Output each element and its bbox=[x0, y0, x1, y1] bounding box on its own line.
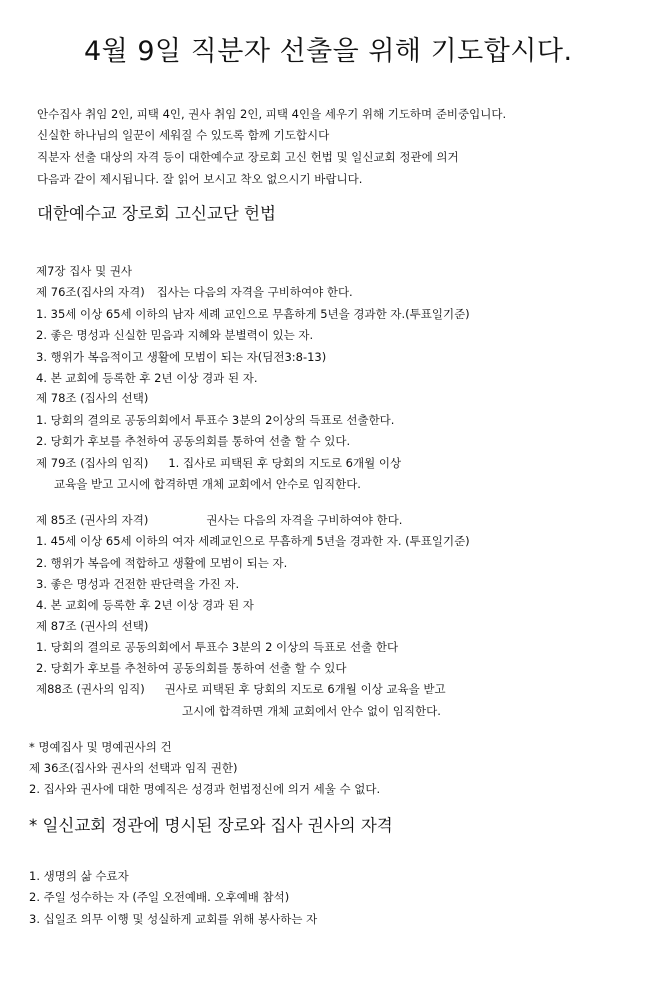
article-85-item-1: 1. 45세 이상 65세 이하의 여자 세례교인으로 무흠하게 5년을 경과한 자. (투표일기준) bbox=[36, 534, 470, 548]
intro-line-3: 직분자 선출 대상의 자격 등이 대한예수교 장로회 고신 헌법 및 일신교회 정관에 의거 bbox=[37, 150, 459, 164]
intro-line-2: 신실한 하나님의 일꾼이 세워질 수 있도록 함께 기도합시다 bbox=[37, 128, 330, 142]
intro-line-1: 안수집사 취임 2인, 피택 4인, 권사 취임 2인, 피택 4인을 세우기 위해 기도하며 준비중입니다. bbox=[37, 107, 507, 121]
page-title: 4월 9일 직분자 선출을 위해 기도합시다. bbox=[84, 36, 573, 67]
article-76-heading bbox=[36, 284, 353, 300]
church-item-2: 2. 주일 성수하는 자 (주일 오전예배. 오후예배 참석) bbox=[29, 890, 290, 904]
article-79-heading bbox=[36, 455, 401, 471]
article-76-item-3: 3. 행위가 복음적이고 생활에 모범이 되는 자(딤전3:8-13) bbox=[36, 350, 327, 364]
chapter-heading: 제7장 집사 및 권사 bbox=[36, 264, 133, 278]
section-heading-constitution: 대한예수교 장로회 고신교단 헌법 bbox=[37, 204, 276, 223]
article-87-item-2: 2. 당회가 후보를 추천하여 공동의회를 통하여 선출 할 수 있다 bbox=[36, 661, 347, 675]
article-76-item-1: 1. 35세 이상 65세 이하의 남자 세례 교인으로 무흠하게 5년을 경과한 자.(투표일기준) bbox=[36, 307, 470, 321]
honorary-item-2: 2. 집사와 권사에 대한 명예직은 성경과 헌법정신에 의거 세울 수 없다. bbox=[29, 782, 381, 796]
article-85-item-2: 2. 행위가 복음에 적합하고 생활에 모범이 되는 자. bbox=[36, 556, 288, 570]
church-item-1: 1. 생명의 삶 수료자 bbox=[29, 869, 129, 883]
article-88-title: 제88조 (권사의 임직) bbox=[36, 682, 145, 696]
honorary-article-36: 제 36조(집사와 권사의 선택과 임직 권한) bbox=[29, 761, 238, 775]
article-87-item-1: 1. 당회의 결의로 공동의회에서 투표수 3분의 2 이상의 득표로 선출 한다 bbox=[36, 640, 399, 654]
article-78-heading: 제 78조 (집사의 선택) bbox=[36, 391, 149, 405]
article-85-title: 제 85조 (권사의 자격) bbox=[36, 513, 149, 527]
article-88-text: 권사로 피택된 후 당회의 지도로 6개월 이상 교육을 받고 bbox=[164, 682, 446, 696]
article-78-item-1: 1. 당회의 결의로 공동의회에서 투표수 3분의 2이상의 득표로 선출한다. bbox=[36, 413, 395, 427]
article-76-item-4: 4. 본 교회에 등록한 후 2년 이상 경과 된 자. bbox=[36, 371, 258, 385]
church-item-3: 3. 십일조 의무 이행 및 성실하게 교회를 위해 봉사하는 자 bbox=[29, 912, 318, 926]
article-85-text: 권사는 다음의 자격을 구비하여야 한다. bbox=[206, 513, 403, 527]
article-87-heading: 제 87조 (권사의 선택) bbox=[36, 619, 149, 633]
article-88-continuation: 고시에 합격하면 개체 교회에서 안수 없이 임직한다. bbox=[182, 704, 441, 718]
section-heading-church-bylaws: * 일신교회 정관에 명시된 장로와 집사 권사의 자격 bbox=[29, 816, 393, 835]
article-79-continuation: 교육을 받고 고시에 합격하면 개체 교회에서 안수로 임직한다. bbox=[54, 477, 361, 491]
article-76-text: 집사는 다음의 자격을 구비하여야 한다. bbox=[156, 285, 353, 299]
article-76-item-2: 2. 좋은 명성과 신실한 믿음과 지혜와 분별력이 있는 자. bbox=[36, 328, 314, 342]
article-78-item-2: 2. 당회가 후보를 추천하여 공동의회를 통하여 선출 할 수 있다. bbox=[36, 434, 351, 448]
article-85-item-3: 3. 좋은 명성과 건전한 판단력을 가진 자. bbox=[36, 577, 240, 591]
article-88-heading bbox=[36, 681, 446, 697]
article-76-title: 제 76조(집사의 자격) bbox=[36, 285, 145, 299]
article-79-text: 1. 집사로 피택된 후 당회의 지도로 6개월 이상 bbox=[168, 456, 402, 470]
honorary-heading: * 명예집사 및 명예권사의 건 bbox=[29, 740, 172, 754]
intro-line-4: 다음과 같이 제시됩니다. 잘 읽어 보시고 착오 없으시기 바랍니다. bbox=[37, 172, 363, 186]
article-85-item-4: 4. 본 교회에 등록한 후 2년 이상 경과 된 자 bbox=[36, 598, 254, 612]
article-85-heading bbox=[36, 512, 402, 528]
article-79-title: 제 79조 (집사의 임직) bbox=[36, 456, 149, 470]
